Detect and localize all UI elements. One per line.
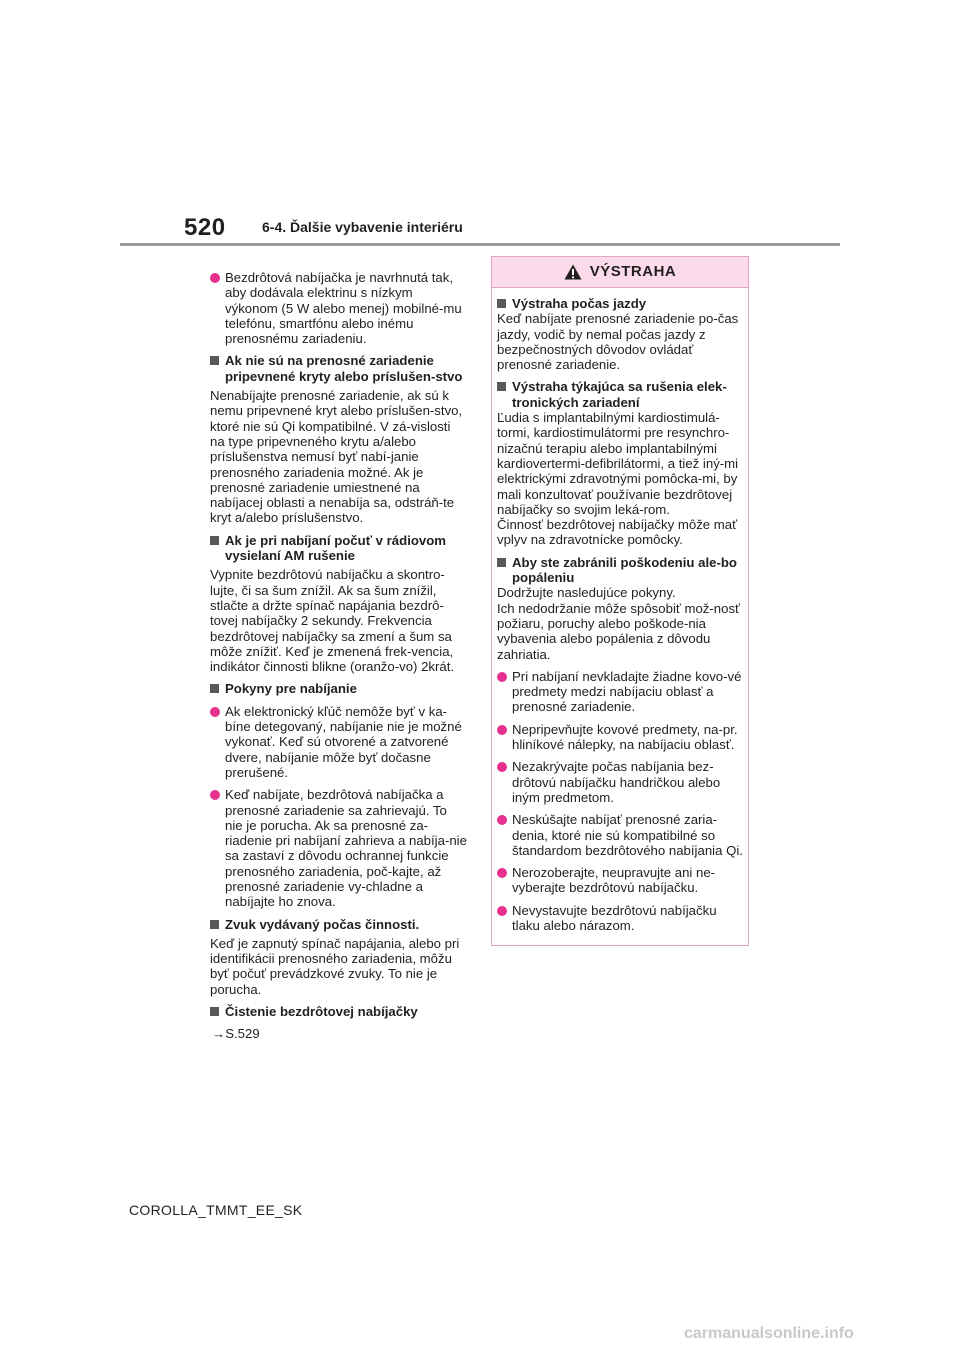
section-heading: Zvuk vydávaný počas činnosti. (210, 917, 467, 932)
paragraph: Nenabíjajte prenosné zariadenie, ak sú k nemu pripevnené kryt alebo príslušen-stvo, ktoré nie sú Qi kompatibilné. V zá-vislosti na type pripevneného krytu a/alebo príslušenstva nemusí byť nabí-janie prenosného zariadenia možné. Ak je prenosné zariadenie umiestnené na nabíjacej oblasti a nenabíja sa, odstráň-te kryt a/alebo príslušenstvo. (210, 388, 463, 526)
section-heading: Pokyny pre nabíjanie (210, 681, 467, 696)
bullet-item: Keď nabíjate, bezdrôtová nabíjačka a prenosné zariadenie sa zahrievajú. To nie je porucha. Ak sa prenosné za-riadenie pri nabíjaní zahrieva a nabíja-nie sa zastaví z dôvodu ochrannej funkcie prenosného zariadenia, poč-kajte, až prenosné zariadenie vy-chladne a nabíjajte ho znova. (210, 787, 467, 909)
warning-paragraph: Ľudia s implantabilnými kardiostimulá-tormi, kardiostimulátormi pre resynchro-nizačnú terapiu alebo implantabilnými kardiovertermi-defibrilátormi, a tiež iný-mi elektrickými zdravotnými pomôcka-mi, by mali konzultovať používanie bezdrôtovej nabíjačky so svojim leká-rom. (497, 410, 739, 517)
bullet-item: Ak elektronický kľúč nemôže byť v ka-bíne detegovaný, nabíjanie nie je možné vykonať. Keď sú otvorené a zatvorené dvere, nabíjanie môže byť dočasne prerušené. (210, 704, 467, 780)
watermark: carmanualsonline.info (684, 1325, 854, 1342)
warning-box (491, 256, 749, 946)
page-reference-link[interactable]: →S.529 (212, 1026, 260, 1042)
warning-title: VÝSTRAHA (589, 263, 677, 281)
warning-heading: Výstraha týkajúca sa rušenia elek-tronických zariadení (497, 379, 743, 410)
warning-header (492, 257, 748, 288)
warning-bullet: Neskúšajte nabíjať prenosné zaria-denia, ktoré nie sú kompatibilné so štandardom bezdrôtového nabíjania Qi. (497, 812, 743, 858)
left-column (210, 270, 467, 1042)
page-number: 520 (184, 214, 226, 241)
warning-bullet: Nerozoberajte, neupravujte ani ne-vyberajte bezdrôtovú nabíjačku. (497, 865, 743, 896)
warning-paragraph: Ich nedodržanie môže spôsobiť mož-nosť požiaru, poruchy alebo poškode-nia vybavenia alebo popálenia z dôvodu zahriatia. (497, 600, 740, 662)
warning-bullet: Nepripevňujte kovové predmety, na-pr. hliníkové nálepky, na nabíjaciu oblasť. (497, 722, 743, 753)
bullet-item: Bezdrôtová nabíjačka je navrhnutá tak, aby dodávala elektrinu s nízkym výkonom (5 W alebo menej) mobilné-mu telefónu, smartfónu alebo inému prenosnému zariadeniu. (210, 270, 467, 346)
warning-heading: Výstraha počas jazdy (497, 296, 743, 311)
warning-paragraph: Dodržujte nasledujúce pokyny. (497, 585, 676, 601)
section-title: 6-4. Ďalšie vybavenie interiéru (262, 219, 463, 235)
warning-paragraph: Keď nabíjate prenosné zariadenie po-čas jazdy, vodič by nemal počas jazdy z bezpečnostných dôvodov ovládať prenosné zariadenie. (497, 311, 739, 373)
warning-bullet: Pri nabíjaní nevkladajte žiadne kovo-vé predmety medzi nabíjaciu oblasť a prenosné zariadenie. (497, 669, 743, 715)
section-heading: Ak nie sú na prenosné zariadenie pripevnené kryty alebo príslušen-stvo (210, 353, 467, 384)
footer-doc-code: COROLLA_TMMT_EE_SK (129, 1202, 303, 1218)
warning-paragraph: Činnosť bezdrôtovej nabíjačky môže mať vplyv na zdravotnícke pomôcky. (497, 517, 738, 548)
warning-heading: Aby ste zabránili poškodeniu ale-bo popáleniu (497, 555, 743, 586)
paragraph: Keď je zapnutý spínač napájania, alebo pri identifikácii prenosného zariadenia, môžu byť počuť prevádzkové zvuky. To nie je porucha. (210, 935, 460, 997)
warning-triangle-icon (564, 264, 582, 280)
section-heading: Čistenie bezdrôtovej nabíjačky (210, 1004, 467, 1019)
warning-bullet: Nezakrývajte počas nabíjania bez-drôtovú nabíjačku handričkou alebo iným predmetom. (497, 759, 743, 805)
header-divider (120, 243, 840, 246)
section-heading: Ak je pri nabíjaní počuť v rádiovom vysielaní AM rušenie (210, 533, 467, 564)
paragraph: Vypnite bezdrôtovú nabíjačku a skontro-lujte, či sa šum znížil. Ak sa šum znížil, stlačte a držte spínač napájania bezdrô-tovej nabíjačky 2 sekundy. Frekvencia bezdrôtovej nabíjačky sa zmení a šum sa môže znížiť. Keď je zmenená frek-vencia, indikátor činnosti blikne (oranžo-vo) 2krát. (210, 567, 455, 675)
warning-bullet: Nevystavujte bezdrôtovú nabíjačku tlaku alebo nárazom. (497, 903, 743, 934)
